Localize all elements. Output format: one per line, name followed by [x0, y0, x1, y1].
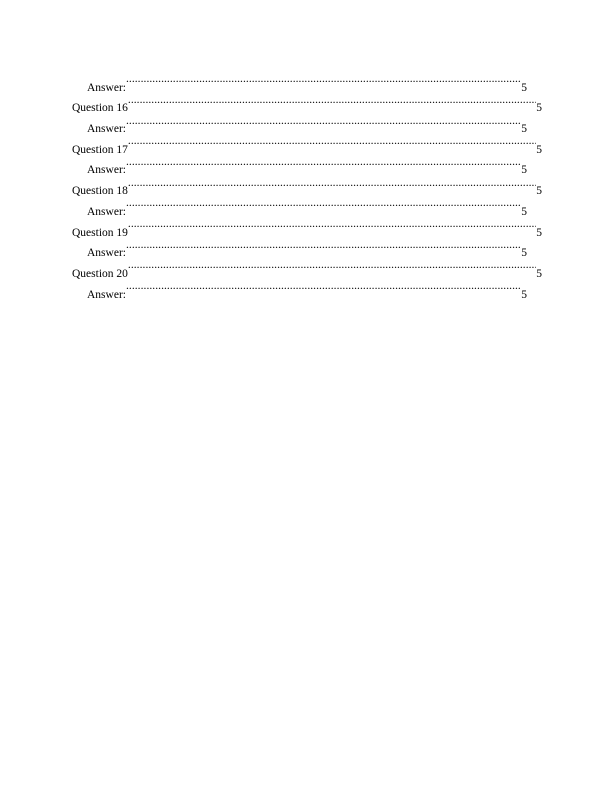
toc-dot-leader: [126, 153, 521, 174]
toc-entry-label: Answer:: [87, 247, 126, 260]
toc-entry-answer[interactable]: [72, 277, 527, 301]
toc-dot-leader: [126, 111, 521, 132]
toc-dot-leader: [126, 277, 521, 298]
toc-entry-question-19[interactable]: [72, 215, 542, 239]
toc-dot-leader: [126, 194, 521, 215]
toc-dot-leader: [128, 215, 536, 236]
toc-page-number: 5: [536, 267, 542, 280]
toc-page-number: 5: [521, 81, 527, 94]
toc-entry-label: Answer:: [87, 288, 126, 301]
toc-page-number: 5: [536, 185, 542, 198]
toc-entry-answer[interactable]: [72, 153, 527, 177]
toc-entry-label: Question 19: [72, 226, 128, 239]
toc-dot-leader: [128, 91, 536, 112]
toc-entry-answer[interactable]: [72, 194, 527, 218]
toc-entry-answer[interactable]: [72, 236, 527, 260]
toc-entry-label: Question 18: [72, 185, 128, 198]
toc-dot-leader: [128, 173, 536, 194]
toc-entry-label: Question 17: [72, 143, 128, 156]
table-of-contents: [72, 70, 542, 301]
toc-page-number: 5: [521, 288, 527, 301]
toc-entry-label: Answer:: [87, 164, 126, 177]
toc-entry-question-20[interactable]: [72, 256, 542, 280]
toc-entry-answer[interactable]: [72, 70, 527, 94]
toc-page-number: 5: [521, 164, 527, 177]
toc-entry-label: Question 16: [72, 102, 128, 115]
toc-entry-answer[interactable]: [72, 111, 527, 136]
toc-page-number: 5: [521, 123, 527, 136]
toc-dot-leader: [128, 256, 536, 277]
toc-page-number: 5: [521, 247, 527, 260]
toc-dot-leader: [126, 70, 521, 91]
toc-page-number: 5: [536, 102, 542, 115]
toc-page-number: 5: [521, 205, 527, 218]
toc-page-number: 5: [536, 226, 542, 239]
toc-entry-label: Answer:: [87, 205, 126, 218]
toc-page-number: 5: [536, 143, 542, 156]
toc-dot-leader: [128, 132, 536, 153]
toc-entry-question-18[interactable]: [72, 173, 542, 198]
toc-entry-question-17[interactable]: [72, 132, 542, 156]
toc-entry-label: Answer:: [87, 81, 126, 94]
toc-entry-label: Question 20: [72, 267, 128, 280]
toc-entry-label: Answer:: [87, 123, 126, 136]
toc-dot-leader: [126, 236, 521, 257]
toc-entry-question-16[interactable]: [72, 91, 542, 115]
